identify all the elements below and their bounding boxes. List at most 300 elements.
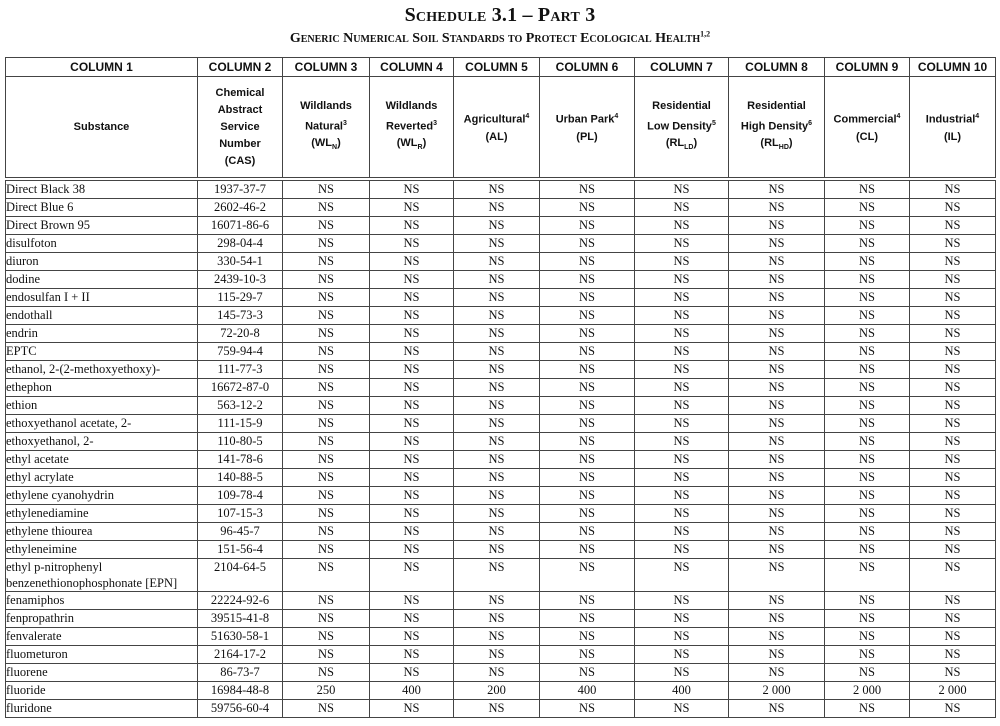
cas-cell: 39515-41-8: [198, 610, 283, 628]
table-row: [6, 325, 996, 343]
substance-cell: ethylene thiourea: [6, 523, 198, 541]
standard-value-cell: NS: [454, 610, 540, 628]
column-number-5: COLUMN 5: [454, 58, 540, 77]
column-header-8: [729, 77, 825, 180]
standard-value-cell: NS: [729, 646, 825, 664]
standard-value-cell: NS: [540, 397, 635, 415]
standard-value-cell: NS: [910, 289, 996, 307]
standard-value-cell: NS: [825, 469, 910, 487]
standard-value-cell: NS: [635, 487, 729, 505]
standard-value-cell: NS: [283, 433, 370, 451]
column-number-3: COLUMN 3: [283, 58, 370, 77]
standard-value-cell: NS: [910, 469, 996, 487]
standard-value-cell: NS: [370, 559, 454, 592]
standard-value-cell: NS: [729, 235, 825, 253]
standard-value-cell: NS: [825, 307, 910, 325]
cas-cell: 109-78-4: [198, 487, 283, 505]
standard-value-cell: NS: [910, 664, 996, 682]
standard-value-cell: NS: [283, 592, 370, 610]
standard-value-cell: NS: [370, 505, 454, 523]
standard-value-cell: NS: [454, 397, 540, 415]
standard-value-cell: NS: [729, 610, 825, 628]
standard-value-cell: NS: [540, 379, 635, 397]
table-row: [6, 451, 996, 469]
header-text: Natural: [305, 120, 343, 133]
standard-value-cell: NS: [283, 199, 370, 217]
header-line: [198, 85, 282, 102]
standard-value-cell: NS: [540, 235, 635, 253]
standard-value-cell: NS: [283, 523, 370, 541]
substance-cell: diuron: [6, 253, 198, 271]
header-line: [198, 102, 282, 119]
table-row: [6, 523, 996, 541]
footnote-marker: 3: [433, 119, 437, 127]
standard-value-cell: NS: [825, 700, 910, 718]
header-text: (CAS): [224, 154, 256, 167]
abbr-subscript: R: [417, 144, 423, 152]
standard-value-cell: NS: [825, 343, 910, 361]
substance-cell: ethyleneimine: [6, 541, 198, 559]
standard-value-cell: NS: [370, 415, 454, 433]
standard-value-cell: NS: [910, 628, 996, 646]
standard-value-cell: NS: [370, 253, 454, 271]
standard-value-cell: NS: [910, 559, 996, 592]
header-abbreviation: (AL): [485, 130, 508, 143]
cas-cell: 141-78-6: [198, 451, 283, 469]
standard-value-cell: NS: [454, 523, 540, 541]
standard-value-cell: NS: [540, 433, 635, 451]
standard-value-cell: NS: [283, 664, 370, 682]
standard-value-cell: NS: [370, 523, 454, 541]
standard-value-cell: NS: [540, 289, 635, 307]
header-line: [729, 115, 824, 136]
standard-value-cell: NS: [370, 610, 454, 628]
standard-value-cell: NS: [635, 541, 729, 559]
column-number-1: COLUMN 1: [6, 58, 198, 77]
cas-cell: 59756-60-4: [198, 700, 283, 718]
standard-value-cell: NS: [729, 307, 825, 325]
cas-cell: 330-54-1: [198, 253, 283, 271]
substance-cell: endothall: [6, 307, 198, 325]
table-row: [6, 179, 996, 199]
standard-value-cell: NS: [635, 610, 729, 628]
schedule-title: Schedule 3.1 – Part 3: [404, 4, 596, 26]
standard-value-cell: NS: [635, 179, 729, 199]
standard-value-cell: NS: [910, 217, 996, 235]
standard-value-cell: NS: [283, 469, 370, 487]
header-text: Wildlands: [300, 99, 352, 112]
header-text: Residential: [652, 99, 711, 112]
standard-value-cell: NS: [540, 415, 635, 433]
table-row: [6, 541, 996, 559]
standard-value-cell: NS: [370, 361, 454, 379]
standard-value-cell: 400: [370, 682, 454, 700]
standard-value-cell: NS: [540, 505, 635, 523]
header-abbreviation: $(RL_{LD})$: [665, 137, 698, 152]
standard-value-cell: NS: [635, 199, 729, 217]
table-row: [6, 559, 996, 592]
standard-value-cell: NS: [283, 541, 370, 559]
standard-value-cell: NS: [283, 628, 370, 646]
standard-value-cell: NS: [729, 628, 825, 646]
header-line: [635, 98, 728, 115]
standard-value-cell: NS: [910, 271, 996, 289]
cas-cell: 110-80-5: [198, 433, 283, 451]
standard-value-cell: NS: [540, 179, 635, 199]
column-header-6: [540, 77, 635, 180]
header-abbreviation: $(WL_R)$: [396, 137, 427, 152]
standard-value-cell: NS: [540, 559, 635, 592]
standard-value-cell: NS: [825, 523, 910, 541]
substance-cell: ethoxyethanol acetate, 2-: [6, 415, 198, 433]
column-header-3: [283, 77, 370, 180]
standard-value-cell: NS: [283, 235, 370, 253]
standard-value-cell: NS: [825, 415, 910, 433]
standard-value-cell: NS: [729, 505, 825, 523]
cas-cell: 51630-58-1: [198, 628, 283, 646]
standard-value-cell: NS: [729, 700, 825, 718]
substance-cell: ethylenediamine: [6, 505, 198, 523]
standard-value-cell: NS: [910, 523, 996, 541]
standard-value-cell: NS: [283, 253, 370, 271]
footnote-marker: 5: [711, 119, 716, 127]
standard-value-cell: NS: [370, 397, 454, 415]
standard-value-cell: NS: [825, 271, 910, 289]
standard-value-cell: NS: [729, 199, 825, 217]
substance-cell: dodine: [6, 271, 198, 289]
standard-value-cell: 2 000: [910, 682, 996, 700]
standard-value-cell: NS: [454, 325, 540, 343]
standard-value-cell: NS: [283, 415, 370, 433]
standard-value-cell: NS: [910, 415, 996, 433]
standard-value-cell: NS: [370, 592, 454, 610]
abbr-text: CL: [859, 130, 875, 143]
standard-value-cell: 200: [454, 682, 540, 700]
schedule-subtitle: [0, 31, 1000, 47]
standard-value-cell: NS: [454, 433, 540, 451]
standard-value-cell: NS: [283, 325, 370, 343]
standard-value-cell: 2 000: [825, 682, 910, 700]
standard-value-cell: NS: [283, 361, 370, 379]
header-text: Chemical: [215, 86, 265, 99]
standard-value-cell: NS: [283, 559, 370, 592]
standard-value-cell: NS: [283, 379, 370, 397]
standard-value-cell: 400: [635, 682, 729, 700]
standard-value-cell: NS: [540, 487, 635, 505]
standard-value-cell: NS: [910, 253, 996, 271]
header-line: [198, 119, 282, 136]
standard-value-cell: NS: [635, 628, 729, 646]
header-abbreviation: (CL): [855, 130, 878, 143]
standard-value-cell: NS: [370, 289, 454, 307]
header-line: [6, 119, 197, 136]
standard-value-cell: NS: [825, 646, 910, 664]
standard-value-cell: NS: [910, 325, 996, 343]
cas-cell: 86-73-7: [198, 664, 283, 682]
abbr-text: WL: [400, 137, 418, 150]
footnote-marker: 4: [975, 113, 980, 121]
header-line: [825, 108, 909, 129]
standard-value-cell: NS: [370, 271, 454, 289]
header-text: Reverted: [386, 120, 434, 133]
table-row: [6, 379, 996, 397]
standard-value-cell: NS: [729, 253, 825, 271]
standard-value-cell: NS: [454, 646, 540, 664]
abbr-text: RL: [764, 137, 779, 150]
cas-cell: 2602-46-2: [198, 199, 283, 217]
standard-value-cell: NS: [540, 217, 635, 235]
standard-value-cell: NS: [910, 235, 996, 253]
standard-value-cell: NS: [910, 343, 996, 361]
standard-value-cell: NS: [635, 217, 729, 235]
standard-value-cell: NS: [635, 361, 729, 379]
standard-value-cell: NS: [729, 451, 825, 469]
standard-value-cell: NS: [540, 307, 635, 325]
standard-value-cell: NS: [540, 592, 635, 610]
table-row: [6, 469, 996, 487]
standard-value-cell: NS: [729, 397, 825, 415]
standard-value-cell: NS: [635, 343, 729, 361]
header-line: [910, 108, 995, 129]
table-row: [6, 646, 996, 664]
standard-value-cell: NS: [729, 523, 825, 541]
standard-value-cell: NS: [825, 505, 910, 523]
substance-cell: endosulfan I + II: [6, 289, 198, 307]
standard-value-cell: NS: [454, 289, 540, 307]
cas-cell: 563-12-2: [198, 397, 283, 415]
standard-value-cell: NS: [729, 379, 825, 397]
standard-value-cell: NS: [910, 487, 996, 505]
header-line: [454, 108, 539, 129]
standard-value-cell: NS: [454, 541, 540, 559]
cas-cell: 145-73-3: [198, 307, 283, 325]
standard-value-cell: NS: [454, 343, 540, 361]
table-row: [6, 592, 996, 610]
standard-value-cell: NS: [454, 271, 540, 289]
header-text: Low Density: [647, 120, 712, 133]
substance-cell: ethyl acetate: [6, 451, 198, 469]
standard-value-cell: NS: [370, 700, 454, 718]
header-text: Urban Park: [555, 113, 615, 126]
standard-value-cell: NS: [454, 664, 540, 682]
cas-cell: 111-77-3: [198, 361, 283, 379]
standard-value-cell: NS: [729, 433, 825, 451]
standard-value-cell: NS: [283, 397, 370, 415]
standard-value-cell: NS: [729, 343, 825, 361]
standard-value-cell: NS: [729, 289, 825, 307]
standard-value-cell: NS: [540, 541, 635, 559]
standard-value-cell: NS: [370, 541, 454, 559]
header-line: [283, 98, 369, 115]
substance-line: benzenethionophosphonate [EPN]: [6, 576, 178, 590]
standard-value-cell: NS: [540, 451, 635, 469]
standard-value-cell: NS: [910, 307, 996, 325]
standard-value-cell: NS: [454, 505, 540, 523]
header-text: Commercial: [833, 113, 897, 126]
standard-value-cell: NS: [370, 325, 454, 343]
substance-cell: ethyl acrylate: [6, 469, 198, 487]
table-row: [6, 343, 996, 361]
standard-value-cell: NS: [454, 592, 540, 610]
table-row: [6, 271, 996, 289]
standard-value-cell: NS: [370, 379, 454, 397]
standard-value-cell: NS: [370, 487, 454, 505]
standard-value-cell: NS: [283, 487, 370, 505]
standard-value-cell: NS: [283, 343, 370, 361]
standard-value-cell: NS: [283, 217, 370, 235]
footnote-marker: 4: [525, 113, 530, 121]
column-header-5: [454, 77, 540, 180]
column-number-8: COLUMN 8: [729, 58, 825, 77]
standard-value-cell: NS: [910, 646, 996, 664]
standard-value-cell: NS: [283, 307, 370, 325]
standard-value-cell: NS: [454, 700, 540, 718]
table-row: [6, 664, 996, 682]
standard-value-cell: 250: [283, 682, 370, 700]
standard-value-cell: NS: [283, 451, 370, 469]
header-line: [370, 98, 453, 115]
substance-cell: fenvalerate: [6, 628, 198, 646]
column-number-7: COLUMN 7: [635, 58, 729, 77]
standard-value-cell: NS: [540, 271, 635, 289]
table-row: [6, 361, 996, 379]
standard-value-cell: NS: [454, 179, 540, 199]
standard-value-cell: NS: [825, 664, 910, 682]
table-row: [6, 610, 996, 628]
substance-cell: EPTC: [6, 343, 198, 361]
standard-value-cell: NS: [454, 415, 540, 433]
cas-cell: 2104-64-5: [198, 559, 283, 592]
standard-value-cell: NS: [729, 664, 825, 682]
cas-cell: 16071-86-6: [198, 217, 283, 235]
column-header-7: [635, 77, 729, 180]
cas-cell: 22224-92-6: [198, 592, 283, 610]
table-row: [6, 505, 996, 523]
standard-value-cell: NS: [283, 700, 370, 718]
header-line: [540, 108, 634, 129]
standard-value-cell: NS: [635, 289, 729, 307]
standard-value-cell: NS: [729, 271, 825, 289]
standard-value-cell: NS: [635, 592, 729, 610]
standard-value-cell: NS: [283, 610, 370, 628]
standard-value-cell: NS: [370, 235, 454, 253]
standard-value-cell: NS: [825, 451, 910, 469]
table-row: [6, 487, 996, 505]
standard-value-cell: NS: [825, 487, 910, 505]
header-text: Number: [219, 137, 261, 150]
header-abbreviation: (PL): [576, 130, 598, 143]
standard-value-cell: NS: [370, 343, 454, 361]
header-line: [283, 115, 369, 136]
abbr-text: IL: [947, 130, 958, 143]
header-text: Substance: [73, 120, 130, 133]
column-header-row: [6, 77, 996, 180]
cas-cell: 96-45-7: [198, 523, 283, 541]
standard-value-cell: NS: [825, 325, 910, 343]
substance-cell: ethylene cyanohydrin: [6, 487, 198, 505]
standard-value-cell: NS: [825, 433, 910, 451]
header-text: Abstract: [217, 103, 263, 116]
table-row: [6, 433, 996, 451]
standard-value-cell: NS: [825, 289, 910, 307]
substance-cell: Direct Brown 95: [6, 217, 198, 235]
standard-value-cell: NS: [283, 289, 370, 307]
cas-cell: 1937-37-7: [198, 179, 283, 199]
abbr-text: RL: [669, 137, 685, 150]
substance-line: ethyl p-nitrophenyl: [6, 560, 103, 574]
substance-cell: fluometuron: [6, 646, 198, 664]
standard-value-cell: NS: [910, 433, 996, 451]
header-text: Agricultural: [463, 113, 526, 126]
standard-value-cell: NS: [454, 451, 540, 469]
standard-value-cell: NS: [910, 505, 996, 523]
standard-value-cell: NS: [910, 179, 996, 199]
standard-value-cell: NS: [825, 199, 910, 217]
standard-value-cell: NS: [635, 646, 729, 664]
standard-value-cell: NS: [910, 592, 996, 610]
standard-value-cell: NS: [729, 325, 825, 343]
column-header-2: [198, 77, 283, 180]
footnote-marker: 4: [614, 113, 619, 121]
standard-value-cell: NS: [825, 253, 910, 271]
standard-value-cell: NS: [825, 217, 910, 235]
cas-cell: 298-04-4: [198, 235, 283, 253]
cas-cell: 115-29-7: [198, 289, 283, 307]
standard-value-cell: NS: [825, 235, 910, 253]
cas-cell: 16672-87-0: [198, 379, 283, 397]
standard-value-cell: NS: [729, 415, 825, 433]
standard-value-cell: NS: [825, 592, 910, 610]
column-header-4: [370, 77, 454, 180]
table-row: [6, 397, 996, 415]
standard-value-cell: NS: [825, 559, 910, 592]
standard-value-cell: NS: [283, 179, 370, 199]
standard-value-cell: NS: [370, 179, 454, 199]
abbr-text: AL: [489, 130, 504, 143]
standard-value-cell: NS: [635, 397, 729, 415]
header-abbreviation: (IL): [943, 130, 962, 143]
standard-value-cell: NS: [825, 610, 910, 628]
substance-cell: [6, 559, 198, 592]
column-number-10: COLUMN 10: [910, 58, 996, 77]
standard-value-cell: NS: [729, 469, 825, 487]
standard-value-cell: NS: [283, 646, 370, 664]
footnote-marker: 3: [343, 119, 347, 127]
standard-value-cell: NS: [635, 415, 729, 433]
standard-value-cell: NS: [370, 646, 454, 664]
standard-value-cell: NS: [910, 199, 996, 217]
standard-value-cell: NS: [635, 700, 729, 718]
column-number-9: COLUMN 9: [825, 58, 910, 77]
standard-value-cell: 2 000: [729, 682, 825, 700]
cas-cell: 107-15-3: [198, 505, 283, 523]
standard-value-cell: NS: [454, 628, 540, 646]
table-row: [6, 253, 996, 271]
table-row: [6, 700, 996, 718]
soil-standards-table: [5, 57, 996, 718]
standard-value-cell: NS: [729, 487, 825, 505]
table-row: [6, 235, 996, 253]
standard-value-cell: NS: [910, 379, 996, 397]
standard-value-cell: NS: [825, 361, 910, 379]
standard-value-cell: NS: [635, 253, 729, 271]
table-row: [6, 682, 996, 700]
standard-value-cell: NS: [370, 199, 454, 217]
standard-value-cell: NS: [635, 271, 729, 289]
cas-cell: 2164-17-2: [198, 646, 283, 664]
header-text: High Density: [740, 120, 809, 133]
cas-cell: 151-56-4: [198, 541, 283, 559]
